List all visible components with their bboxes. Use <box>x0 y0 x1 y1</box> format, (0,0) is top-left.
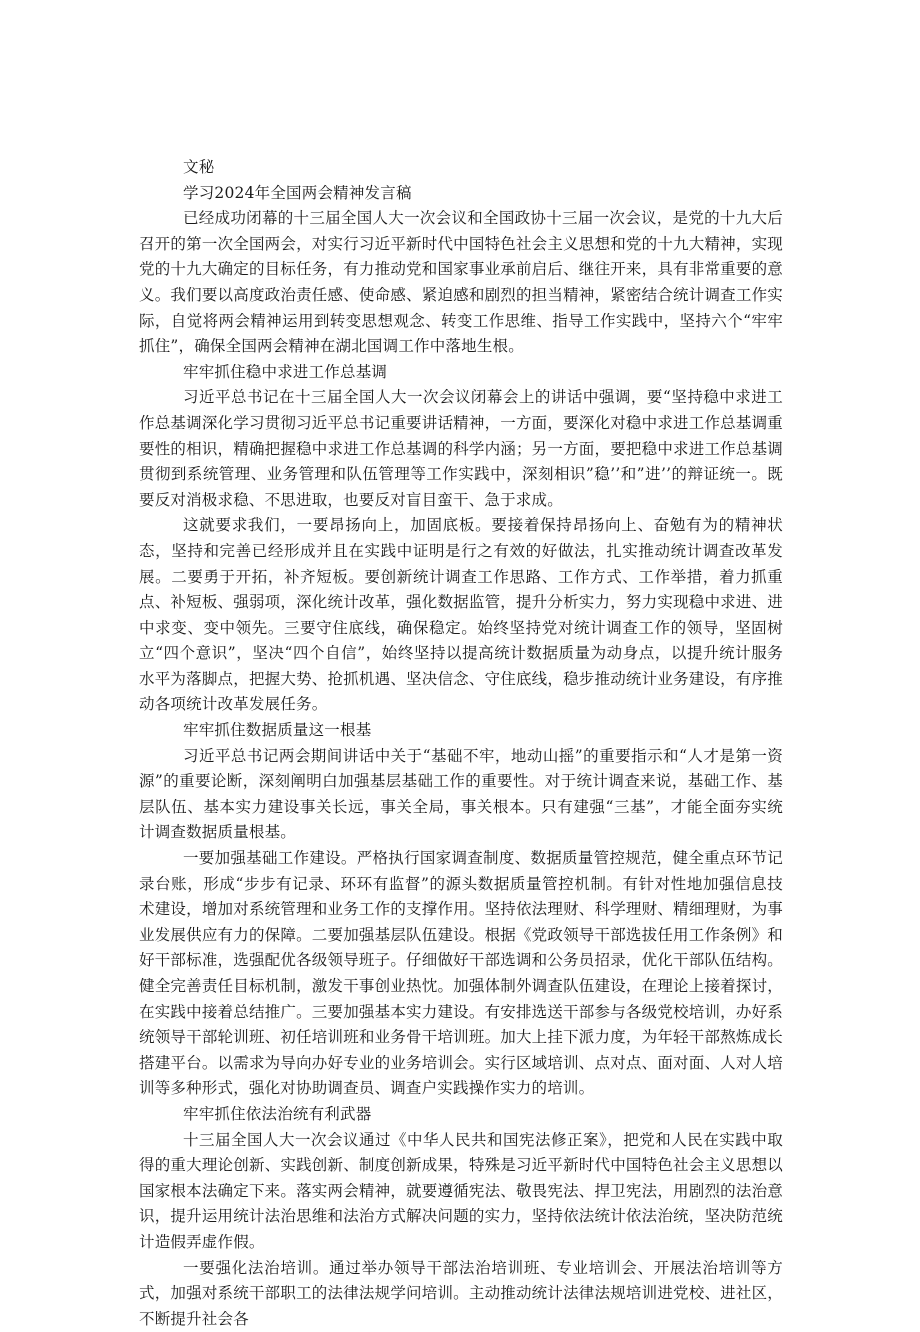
doc-title: 学习2024年全国两会精神发言稿 <box>183 183 412 202</box>
section-heading-1: 牢牢抓住稳中求进工作总基调 <box>183 362 388 381</box>
section-1-paragraph-2: 这就要求我们，一要昂扬向上，加固底板。要接着保持昂扬向上、奋勉有为的精神状态，坚持和完善已经形成并且在实践中证明是行之有效的好做法，扎实推动统计调查改革发展。二要勇于开拓，补齐短板。要创新统计调查工作思路、工作方式、工作举措，着力抓重点、补短板、强弱项，深化统计改革，强化数据监管，提升分析实力，努力实现稳中求进、进中求变、变中领先。三要守住底线，确保稳定。始终坚持党对统计调查工作的领导，坚固树立“四个意识”，坚决“四个自信”，始终坚持以提高统计数据质量为动身点，以提升统计服务水平为落脚点，把握大势、抢抓机遇、坚决信念、守住底线，稳步推动统计业务建设，有序推动各项统计改革发展任务。 <box>139 516 783 714</box>
section-1-paragraph-1: 习近平总书记在十三届全国人大一次会议闭幕会上的讲话中强调，要“坚持稳中求进工作总基调深化学习贯彻习近平总书记重要讲话精神，一方面，要深化对稳中求进工作总基调重要性的相识，精确把握稳中求进工作总基调的科学内涵；另一方面，要把稳中求进工作总基调贯彻到系统管理、业务管理和队伍管理等工作实践中，深刻相识”稳’’和”进’’的辩证统一。既要反对消极求稳、不思进取，也要反对盲目蛮干、急于求成。 <box>139 388 783 509</box>
section-heading-3: 牢牢抓住依法治统有利武器 <box>183 1104 372 1123</box>
intro-paragraph: 已经成功闭幕的十三届全国人大一次会议和全国政协十三届一次会议，是党的十九大后召开的第一次全国两会，对实行习近平新时代中国特色社会主义思想和党的十九大精神，实现党的十九大确定的目标任务，有力推动党和国家事业承前启后、继往开来，具有非常重要的意义。我们要以高度政治责任感、使命感、紧迫感和剧烈的担当精神，紧密结合统计调查工作实际，自觉将两会精神运用到转变思想观念、转变工作思维、指导工作实践中，坚持六个“牢牢抓住”，确保全国两会精神在湖北国调工作中落地生根。 <box>139 209 783 356</box>
document-body <box>139 155 783 1332</box>
section-2-paragraph-2: 一要加强基础工作建设。严格执行国家调查制度、数据质量管控规范，健全重点环节记录台账，形成“步步有记录、环环有监督”的源头数据质量管控机制。有针对性地加强信息技术建设，增加对系统管理和业务工作的支撑作用。坚持依法理财、科学理财、精细理财，为事业发展供应有力的保障。二要加强基层队伍建设。根据《党政领导干部选拔任用工作条例》和好干部标准，选强配优各级领导班子。仔细做好干部选调和公务员招录，优化干部队伍结构。健全完善责任目标机制，激发干事创业热忱。加强体制外调查队伍建设，在理论上接着探讨，在实践中接着总结推广。三要加强基本实力建设。有安排选送干部参与各级党校培训，办好系统领导干部轮训班、初任培训班和业务骨干培训班。加大上挂下派力度，为年轻干部熬炼成长搭建平台。以需求为导向办好专业的业务培训会。实行区域培训、点对点、面对面、人对人培训等多种形式，强化对协助调查员、调查户实践操作实力的培训。 <box>139 849 783 1098</box>
section-2-paragraph-1: 习近平总书记两会期间讲话中关于“基础不牢，地动山摇”的重要指示和“人才是第一资源”的重要论断，深刻阐明白加强基层基础工作的重要性。对于统计调查来说，基础工作、基层队伍、基本实力建设事关长远，事关全局，事关根本。只有建强“三基”，才能全面夯实统计调查数据质量根基。 <box>139 746 783 842</box>
section-3-paragraph-2: 一要强化法治培训。通过举办领导干部法治培训班、专业培训会、开展法治培训等方式，加强对系统干部职工的法律法规学问培训。主动推动统计法律法规培训进党校、进社区，不断提升社会各 <box>139 1258 783 1328</box>
section-heading-2: 牢牢抓住数据质量这一根基 <box>183 721 372 740</box>
section-3-paragraph-1: 十三届全国人大一次会议通过《中华人民共和国宪法修正案》，把党和人民在实践中取得的重大理论创新、实践创新、制度创新成果，特殊是习近平新时代中国特色社会主义思想以国家根本法确定下来。落实两会精神，就要遵循宪法、敬畏宪法、捍卫宪法，用剧烈的法治意识，提升运用统计法治思维和法治方式解决问题的实力，坚持依法统计依法治统，坚决防范统计造假弄虚作假。 <box>139 1130 783 1251</box>
doc-category: 文秘 <box>183 158 215 176</box>
